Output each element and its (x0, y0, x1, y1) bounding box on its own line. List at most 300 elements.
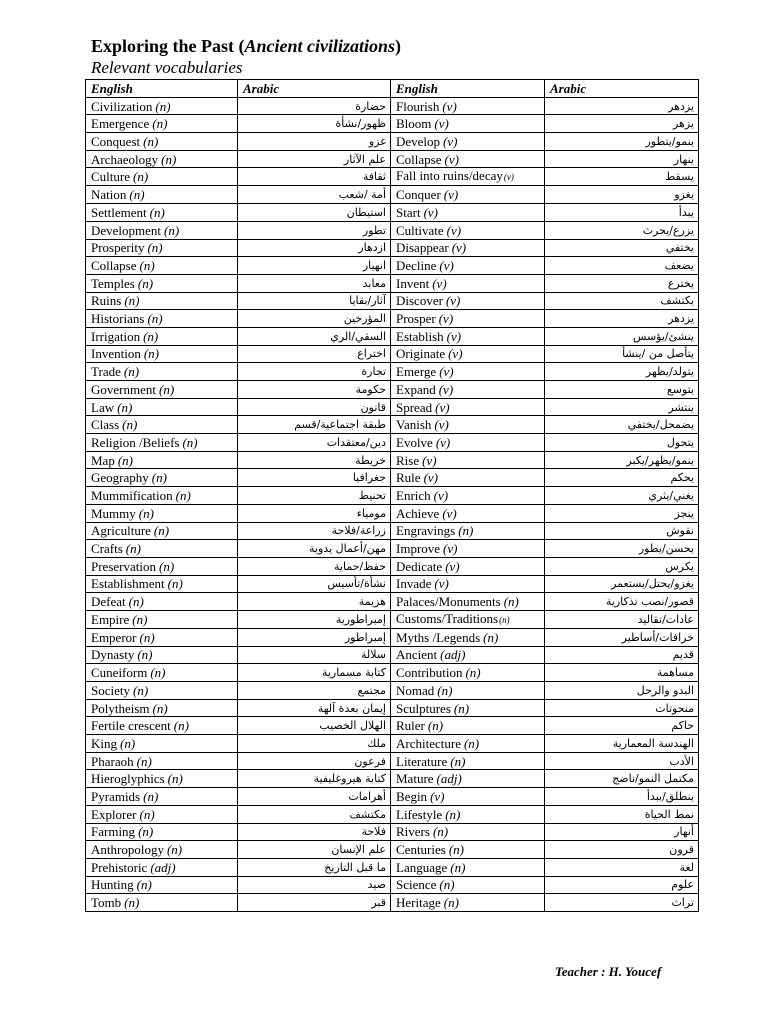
english-cell-left (86, 788, 238, 806)
arabic-cell-left: إمبراطور (238, 628, 391, 646)
part-of-speech: (v) (432, 275, 447, 291)
english-cell-right (391, 115, 545, 133)
table-row (86, 717, 699, 735)
english-cell-left (86, 540, 238, 558)
english-cell-left (86, 434, 238, 452)
arabic-cell-right: يتأصل من /ينشأ (545, 345, 699, 363)
english-word: Settlement (91, 204, 147, 220)
arabic-cell-left: تجارة (238, 363, 391, 381)
part-of-speech: (n) (138, 505, 154, 521)
part-of-speech: (n) (458, 523, 474, 539)
english-word: Anthropology (91, 842, 164, 858)
english-word: Establish (396, 328, 444, 344)
english-cell-left (86, 735, 238, 753)
english-word: Bloom (396, 116, 432, 132)
arabic-cell-left: تحنيط (238, 487, 391, 505)
english-word: Pyramids (91, 788, 141, 804)
arabic-cell-left: صيد (238, 876, 391, 894)
table-row (86, 257, 699, 275)
part-of-speech: (n) (139, 629, 155, 645)
english-word: Law (91, 399, 115, 415)
english-word: Establishment (91, 576, 165, 592)
arabic-cell-right: يزهر (545, 115, 699, 133)
english-word: Heritage (396, 895, 441, 911)
table-row (86, 381, 699, 399)
english-cell-left (86, 575, 238, 593)
part-of-speech: (n) (503, 594, 519, 610)
english-word: Conquest (91, 133, 141, 149)
arabic-cell-right: يكرس (545, 557, 699, 575)
table-row (86, 274, 699, 292)
part-of-speech: (n) (463, 735, 480, 751)
english-cell-left (86, 150, 238, 168)
table-row (86, 97, 699, 115)
english-word: Crafts (91, 541, 123, 557)
english-word: Centuries (396, 842, 446, 858)
table-row (86, 894, 699, 912)
table-row (86, 133, 699, 151)
arabic-cell-right: ينمو/يتطور (545, 133, 699, 151)
part-of-speech: (n) (137, 647, 153, 663)
arabic-cell-left: غزو (238, 133, 391, 151)
arabic-cell-left: مهن/أعمال يدوية (238, 540, 391, 558)
english-word: Ancient (396, 647, 438, 663)
english-word: Prosper (396, 311, 436, 327)
part-of-speech: (v) (433, 487, 449, 503)
part-of-speech: (v) (443, 541, 458, 557)
arabic-cell-left: أهرامات (238, 788, 391, 806)
arabic-cell-right: قصور/نصب تذكارية (545, 593, 699, 611)
part-of-speech: (n) (167, 771, 183, 787)
english-cell-left (86, 186, 238, 204)
part-of-speech: (n) (136, 753, 152, 769)
table-row (86, 876, 699, 894)
part-of-speech: (v) (448, 346, 463, 362)
english-cell-left (86, 682, 238, 700)
arabic-cell-right: ينهار (545, 150, 699, 168)
part-of-speech: (n) (123, 364, 140, 380)
english-word: Spread (396, 399, 433, 415)
english-cell-left (86, 257, 238, 275)
english-cell-left (86, 327, 238, 345)
table-header-row (86, 80, 699, 98)
english-cell-left (86, 345, 238, 363)
arabic-cell-left: ملك (238, 735, 391, 753)
english-cell-right (391, 416, 545, 434)
english-cell-right (391, 894, 545, 912)
english-cell-left (86, 416, 238, 434)
arabic-cell-left: هزيمة (238, 593, 391, 611)
table-body (86, 97, 699, 911)
english-word: Conquer (396, 187, 441, 203)
part-of-speech: (n) (450, 753, 466, 769)
arabic-cell-right: خرافات/أساطير (545, 628, 699, 646)
english-cell-right (391, 752, 545, 770)
part-of-speech: (n) (448, 842, 464, 858)
table-row (86, 858, 699, 876)
part-of-speech: (v) (434, 576, 449, 592)
part-of-speech: (n) (153, 523, 170, 539)
english-word: Preservation (91, 558, 156, 574)
english-word: Society (91, 682, 130, 698)
english-word: Collapse (396, 151, 442, 167)
page-subtitle: Relevant vocabularies (91, 58, 243, 77)
english-cell-left (86, 770, 238, 788)
arabic-cell-right: يزرع/يحرث (545, 221, 699, 239)
arabic-cell-left: انهيار (238, 257, 391, 275)
english-word: Myths /Legends (396, 629, 481, 645)
english-cell-right (391, 133, 545, 151)
part-of-speech: (n) (439, 877, 455, 893)
english-cell-right (391, 274, 545, 292)
english-word: Sculptures (396, 700, 451, 716)
teacher-credit: Teacher : H. Youcef (555, 964, 662, 979)
part-of-speech: (n) (175, 487, 191, 503)
english-word: Cuneiform (91, 665, 148, 681)
english-word: Vanish (396, 417, 432, 433)
english-word: Geography (91, 470, 149, 486)
english-cell-left (86, 310, 238, 328)
english-word: Begin (396, 788, 428, 804)
part-of-speech: (v) (444, 151, 459, 167)
english-word: Enrich (396, 487, 431, 503)
part-of-speech: (v) (438, 381, 454, 397)
arabic-cell-right: حاكم (545, 717, 699, 735)
table-row (86, 610, 699, 628)
english-cell-right (391, 876, 545, 894)
table-row (86, 841, 699, 859)
english-cell-right (391, 150, 545, 168)
part-of-speech: (n) (139, 258, 155, 274)
english-word: Historians (91, 311, 145, 327)
english-cell-right (391, 239, 545, 257)
part-of-speech: (v) (423, 470, 438, 486)
english-word: Empire (91, 611, 130, 627)
english-cell-left (86, 876, 238, 894)
part-of-speech: (n) (128, 594, 144, 610)
english-cell-left (86, 894, 238, 912)
english-cell-left (86, 664, 238, 682)
part-of-speech: (n) (437, 682, 453, 698)
english-word: Culture (91, 169, 130, 185)
part-of-speech: (n) (453, 700, 470, 716)
arabic-cell-left: ظهور/نشأة (238, 115, 391, 133)
arabic-cell-right: الهندسة المعمارية (545, 735, 699, 753)
english-word: Emperor (91, 629, 137, 645)
part-of-speech: (v) (434, 417, 449, 433)
part-of-speech: (n) (143, 328, 159, 344)
english-cell-right (391, 805, 545, 823)
english-cell-right (391, 221, 545, 239)
table-row (86, 628, 699, 646)
table-row (86, 593, 699, 611)
english-word: King (91, 735, 117, 751)
english-word: Rule (396, 470, 421, 486)
english-cell-left (86, 115, 238, 133)
table-row (86, 805, 699, 823)
arabic-cell-left: مكتشف (238, 805, 391, 823)
english-word: Prehistoric (91, 859, 148, 875)
english-cell-left (86, 363, 238, 381)
english-word: Emerge (396, 364, 437, 380)
part-of-speech: (v) (442, 505, 457, 521)
arabic-cell-right: لغة (545, 858, 699, 876)
english-cell-right (391, 327, 545, 345)
english-word: Polytheism (91, 700, 150, 716)
english-word: Hunting (91, 877, 134, 893)
arabic-cell-right: نقوش (545, 522, 699, 540)
arabic-cell-right: عادات/تقاليد (545, 610, 699, 628)
english-cell-left (86, 221, 238, 239)
english-word: Tomb (91, 895, 122, 911)
english-cell-right (391, 770, 545, 788)
arabic-cell-right: ينطلق/يبدأ (545, 788, 699, 806)
table-row (86, 575, 699, 593)
arabic-cell-right: ينشئ/يؤسس (545, 327, 699, 345)
arabic-cell-left: علم الآثار (238, 150, 391, 168)
table-row (86, 150, 699, 168)
table-row (86, 770, 699, 788)
part-of-speech: (v) (443, 187, 459, 203)
english-word: Mummification (91, 487, 173, 503)
arabic-cell-left: حكومة (238, 381, 391, 399)
header-english-1: English (86, 80, 238, 98)
arabic-cell-left: إيمان بعدة آلهة (238, 699, 391, 717)
english-cell-left (86, 628, 238, 646)
english-word: Religion /Beliefs (91, 434, 180, 450)
english-word: Temples (91, 275, 135, 291)
english-cell-right (391, 575, 545, 593)
english-cell-left (86, 97, 238, 115)
english-word: Farming (91, 824, 136, 840)
english-word: Contribution (396, 665, 463, 681)
table-row (86, 292, 699, 310)
english-cell-right (391, 204, 545, 222)
header-arabic-1: Arabic (238, 80, 391, 98)
english-cell-right (391, 735, 545, 753)
table-row (86, 735, 699, 753)
table-row (86, 540, 699, 558)
arabic-cell-left: خريطة (238, 451, 391, 469)
english-word: Invention (91, 346, 141, 362)
table-row (86, 434, 699, 452)
arabic-cell-right: يتحول (545, 434, 699, 452)
english-cell-right (391, 186, 545, 204)
part-of-speech: (n) (445, 806, 461, 822)
english-cell-right (391, 522, 545, 540)
arabic-cell-left: معابد (238, 274, 391, 292)
english-word: Disappear (396, 240, 449, 256)
table-row (86, 363, 699, 381)
table-row (86, 823, 699, 841)
english-cell-left (86, 398, 238, 416)
arabic-cell-right: أنهار (545, 823, 699, 841)
english-cell-right (391, 97, 545, 115)
english-cell-left (86, 451, 238, 469)
table-row (86, 504, 699, 522)
part-of-speech: (n) (151, 470, 167, 486)
english-cell-right (391, 451, 545, 469)
part-of-speech: (n) (136, 877, 152, 893)
part-of-speech: (v) (434, 116, 449, 132)
english-word: Class (91, 417, 120, 433)
page-title (91, 36, 401, 57)
english-word: Pharaoh (91, 753, 134, 769)
arabic-cell-right: يحكم (545, 469, 699, 487)
part-of-speech: (v) (439, 258, 454, 274)
part-of-speech: (n) (182, 434, 198, 450)
english-cell-right (391, 381, 545, 399)
arabic-cell-left: مومياء (238, 504, 391, 522)
english-word: Development (91, 222, 162, 238)
english-word: Rivers (396, 824, 430, 840)
table-row (86, 451, 699, 469)
english-word: Explorer (91, 806, 137, 822)
part-of-speech: (n) (499, 614, 510, 625)
english-cell-left (86, 858, 238, 876)
english-word: Cultivate (396, 222, 444, 238)
english-cell-left (86, 204, 238, 222)
english-word: Trade (91, 364, 121, 380)
english-cell-right (391, 540, 545, 558)
english-cell-left (86, 239, 238, 257)
english-cell-right (391, 168, 545, 186)
part-of-speech: (n) (443, 895, 459, 911)
table-row (86, 487, 699, 505)
arabic-cell-left: أمة /شعب (238, 186, 391, 204)
english-cell-left (86, 610, 238, 628)
part-of-speech: (adj) (150, 859, 176, 875)
part-of-speech: (n) (147, 311, 163, 327)
english-cell-right (391, 593, 545, 611)
arabic-cell-right: منحوتات (545, 699, 699, 717)
arabic-cell-right: نمط الحياة (545, 805, 699, 823)
arabic-cell-right: يغزو (545, 186, 699, 204)
arabic-cell-right: البدو والرحل (545, 682, 699, 700)
arabic-cell-left: دين/معتقدات (238, 434, 391, 452)
english-cell-right (391, 257, 545, 275)
part-of-speech: (v) (446, 328, 462, 344)
arabic-cell-right: يكتشف (545, 292, 699, 310)
part-of-speech: (v) (442, 98, 457, 114)
english-word: Emergence (91, 116, 150, 132)
part-of-speech: (n) (117, 399, 133, 415)
english-word: Discover (396, 293, 443, 309)
arabic-cell-right: قديم (545, 646, 699, 664)
english-cell-left (86, 752, 238, 770)
english-word: Mummy (91, 505, 136, 521)
english-word: Invade (396, 576, 432, 592)
part-of-speech: (n) (164, 222, 180, 238)
english-word: Archaeology (91, 151, 159, 167)
english-word: Evolve (396, 434, 433, 450)
english-word: Civilization (91, 98, 153, 114)
english-word: Dedicate (396, 558, 443, 574)
english-cell-left (86, 487, 238, 505)
arabic-cell-left: إمبراطورية (238, 610, 391, 628)
english-cell-left (86, 522, 238, 540)
part-of-speech: (n) (150, 665, 166, 681)
english-word: Nation (91, 187, 127, 203)
part-of-speech: (n) (161, 151, 177, 167)
english-cell-left (86, 274, 238, 292)
part-of-speech: (n) (124, 293, 140, 309)
vocabulary-table (85, 79, 699, 912)
part-of-speech: (n) (137, 275, 154, 291)
part-of-speech: (n) (483, 629, 499, 645)
english-word: Ruins (91, 293, 122, 309)
table-row (86, 398, 699, 416)
part-of-speech: (n) (117, 452, 134, 468)
english-word: Decline (396, 258, 437, 274)
arabic-cell-left: علم الإنسان (238, 841, 391, 859)
part-of-speech: (v) (439, 364, 454, 380)
table-row (86, 699, 699, 717)
part-of-speech: (n) (158, 558, 175, 574)
english-cell-right (391, 557, 545, 575)
english-cell-right (391, 841, 545, 859)
english-cell-right (391, 345, 545, 363)
arabic-cell-left: المؤرخين (238, 310, 391, 328)
part-of-speech: (n) (143, 346, 159, 362)
part-of-speech: (v) (446, 222, 462, 238)
part-of-speech: (n) (125, 541, 141, 557)
arabic-cell-left: طبقة اجتماعية/قسم (238, 416, 391, 434)
arabic-cell-right: يضعف (545, 257, 699, 275)
table-row (86, 345, 699, 363)
table-row (86, 310, 699, 328)
english-word: Language (396, 859, 448, 875)
arabic-cell-right: يتولد/يظهر (545, 363, 699, 381)
part-of-speech: (n) (122, 417, 138, 433)
english-cell-right (391, 858, 545, 876)
arabic-cell-left: حفظ/حماية (238, 557, 391, 575)
arabic-cell-right: يزدهر (545, 310, 699, 328)
english-word: Rise (396, 452, 420, 468)
arabic-cell-right: مساهمة (545, 664, 699, 682)
table-row (86, 682, 699, 700)
arabic-cell-left: كتابة مسمارية (238, 664, 391, 682)
arabic-cell-right: علوم (545, 876, 699, 894)
english-cell-left (86, 805, 238, 823)
arabic-cell-left: نشأة/تأسيس (238, 575, 391, 593)
table-row (86, 221, 699, 239)
part-of-speech: (adj) (440, 647, 466, 663)
table-row (86, 469, 699, 487)
title-italic: Ancient civilizations (244, 36, 396, 56)
english-cell-right (391, 823, 545, 841)
part-of-speech: (n) (120, 735, 136, 751)
part-of-speech: (v) (435, 434, 451, 450)
arabic-cell-right: يختفي (545, 239, 699, 257)
english-cell-right (391, 628, 545, 646)
english-word: Architecture (396, 735, 461, 751)
english-cell-right (391, 664, 545, 682)
table-row (86, 788, 699, 806)
arabic-cell-right: يحسن/يطور (545, 540, 699, 558)
english-word: Expand (396, 381, 436, 397)
table-row (86, 327, 699, 345)
part-of-speech: (v) (435, 399, 450, 415)
english-cell-left (86, 381, 238, 399)
english-word: Hieroglyphics (91, 771, 165, 787)
table-row (86, 522, 699, 540)
arabic-cell-right: يخترع (545, 274, 699, 292)
part-of-speech: (n) (152, 700, 168, 716)
arabic-cell-right: قرون (545, 841, 699, 859)
arabic-cell-left: الهلال الخصيب (238, 717, 391, 735)
arabic-cell-left: اختراع (238, 345, 391, 363)
